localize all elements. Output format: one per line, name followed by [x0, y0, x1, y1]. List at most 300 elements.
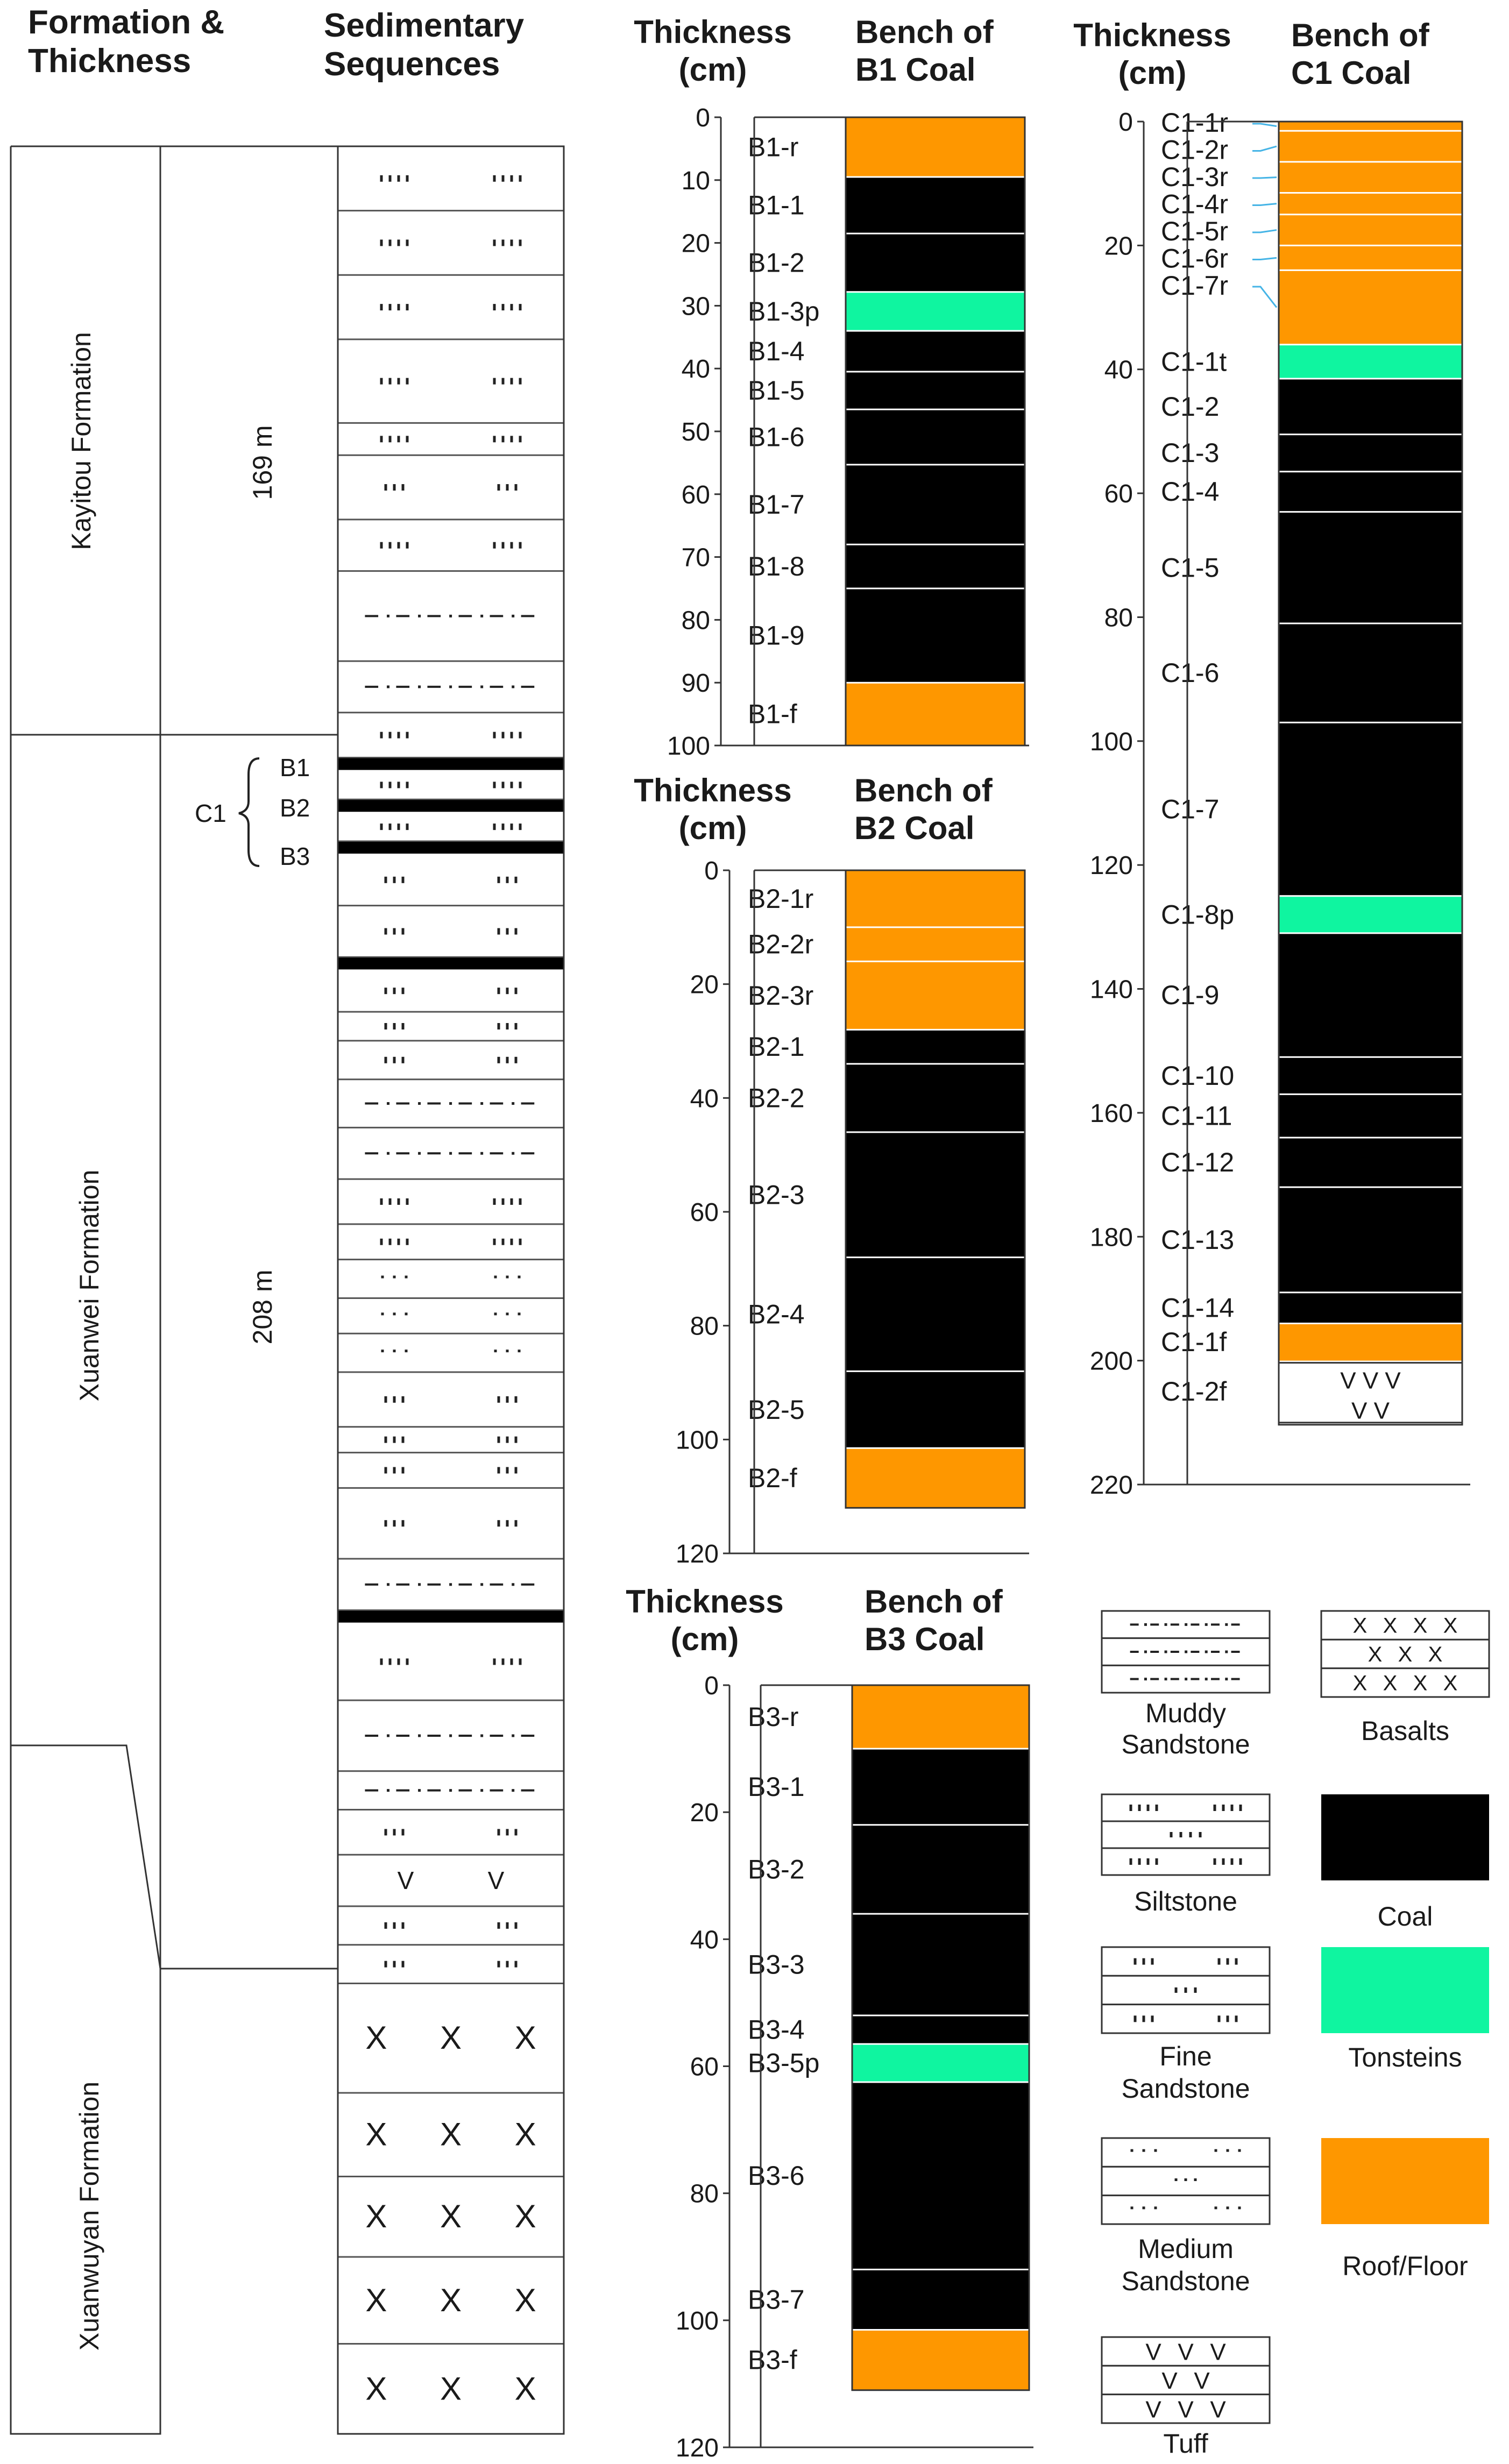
muddy-dot [449, 1583, 452, 1586]
sediment-dot [515, 1023, 518, 1029]
bench-leader-line [1252, 204, 1277, 205]
axis-tick-label: 60 [681, 480, 710, 509]
panel-header-bench: Bench of [854, 772, 993, 808]
strat-layer-siltstone [338, 175, 564, 211]
bench-label: C1-4 [1161, 477, 1220, 507]
basalt-symbol: X [1368, 1643, 1383, 1666]
sediment-dot [515, 1057, 518, 1063]
muddy-dot [418, 685, 421, 688]
legend-label: Basalts [1361, 1716, 1449, 1746]
sediment-dot [380, 732, 383, 739]
sediment-dot [385, 1437, 387, 1443]
coal-fill [1279, 472, 1462, 512]
strat-layer-muddy [338, 1583, 564, 1610]
muddy-dot [1225, 1623, 1228, 1626]
roof-floor-fill [1279, 215, 1462, 246]
muddy-dot [418, 1789, 421, 1792]
sediment-dot [506, 1396, 509, 1403]
formation-name-kayitou: Kayitou Formation [66, 332, 96, 550]
bench-label: B2-3r [748, 980, 814, 1011]
axis-tick-label: 120 [675, 2434, 719, 2462]
basalt-symbol: X [1383, 1614, 1398, 1638]
panel-header-unit: (cm) [678, 810, 747, 846]
sediment-dot [506, 877, 509, 883]
roof-floor-fill [852, 2330, 1029, 2390]
strat-layer-fine [338, 928, 564, 957]
strat-layer-muddy [338, 615, 564, 661]
strat-layer-coal [338, 842, 564, 854]
sediment-dot [380, 782, 383, 788]
sediment-dot [506, 1829, 509, 1835]
sediment-dot [1227, 2149, 1229, 2152]
roof-floor-fill [1321, 2138, 1489, 2224]
muddy-dot [512, 1152, 514, 1155]
bench-b1-8 [748, 544, 1025, 588]
sediment-dot [1143, 2206, 1145, 2209]
sediment-dot [493, 782, 496, 788]
sediment-dot [389, 304, 392, 310]
sediment-dot [1235, 1958, 1238, 1965]
sediment-dot [515, 1829, 518, 1835]
bench-b1-3p [748, 292, 1025, 331]
legend-label: Medium [1138, 2234, 1234, 2264]
muddy-dot [480, 1102, 483, 1105]
bench-label: B1-f [748, 699, 797, 729]
seam-label-b1: B1 [280, 754, 310, 782]
panel-header-bench: Bench of [1291, 17, 1429, 53]
muddy-dot [1205, 1651, 1208, 1653]
coal-fill [846, 1258, 1025, 1372]
bench-c1-3r [1161, 162, 1462, 193]
formation-boundary [11, 1745, 338, 1969]
sediment-dot [1151, 1958, 1154, 1965]
basalt-symbol: X [1398, 1643, 1413, 1666]
bench-b2-3 [748, 1132, 1025, 1258]
panel-header-thickness: Thickness [1073, 17, 1231, 53]
strat-layer-medium [338, 1350, 564, 1372]
sediment-dot [1180, 1832, 1182, 1837]
muddy-dot [1225, 1651, 1228, 1653]
basalt-symbol: X [365, 2282, 387, 2318]
sediment-dot [493, 1239, 496, 1245]
coal-fill [846, 331, 1025, 372]
sediment-dot [1239, 1805, 1242, 1811]
coal-fill [846, 544, 1025, 588]
axis-tick-label: 20 [1104, 232, 1133, 261]
roof-floor-fill [1279, 245, 1462, 270]
bench-c1-14 [1161, 1293, 1462, 1324]
tuff-symbol: V V [1351, 1397, 1390, 1424]
bench-label: C1-3r [1161, 162, 1229, 192]
sediment-dot [393, 1467, 396, 1473]
axis-tick-label: 40 [681, 355, 710, 384]
sediment-dot [519, 304, 522, 310]
axis-tick-label: 60 [690, 1198, 719, 1227]
sediment-dot [405, 1312, 408, 1315]
sediment-dot [1215, 2149, 1217, 2152]
coal-seam-band [338, 758, 564, 770]
basalt-symbol: X [1428, 1643, 1443, 1666]
sediment-dot [393, 1829, 396, 1835]
muddy-dot [512, 1734, 514, 1737]
sediment-dot [402, 877, 405, 883]
seam-group-label: C1 [195, 799, 226, 827]
sediment-dot [1218, 2015, 1221, 2022]
sediment-dot [402, 928, 405, 935]
bench-label: B3-f [748, 2345, 797, 2375]
basalt-symbol: X [365, 2370, 387, 2407]
strat-layer-fine [338, 1961, 564, 1984]
sediment-dot [511, 542, 513, 549]
sediment-dot [389, 782, 392, 788]
sediment-dot [402, 1057, 405, 1063]
sediment-dot [393, 1276, 396, 1279]
sediment-dot [398, 436, 400, 442]
bench-label: B2-4 [748, 1299, 805, 1330]
basalt-symbol: X [1383, 1671, 1398, 1695]
bench-c1-11 [1161, 1094, 1462, 1138]
panel-header-unit: (cm) [670, 1621, 739, 1657]
sediment-dot [502, 1658, 505, 1665]
sediment-dot [389, 542, 392, 549]
sediment-dot [519, 1658, 522, 1665]
roof-floor-fill [846, 870, 1025, 927]
legend-item-medium [1102, 2138, 1270, 2296]
sediment-dot [385, 1023, 387, 1029]
basalt-symbol: X [514, 2116, 536, 2153]
basalt-symbol: X [514, 2198, 536, 2235]
coal-seam-band [338, 842, 564, 854]
legend-label: Tuff [1163, 2429, 1208, 2459]
sediment-dot [1231, 1805, 1234, 1811]
bench-label: C1-6r [1161, 243, 1229, 274]
legend-row [1321, 1611, 1489, 1639]
bench-b2-1 [748, 1029, 1025, 1064]
bench-b1-6 [748, 409, 1025, 465]
sediment-dot [406, 1198, 409, 1205]
sediment-dot [406, 732, 409, 739]
bench-label: C1-3 [1161, 438, 1220, 468]
axis-tick-label: 220 [1089, 1471, 1133, 1500]
sediment-dot [519, 782, 522, 788]
legend-item-roof-floor [1321, 2138, 1489, 2281]
sediment-dot [498, 1057, 500, 1063]
sediment-dot [506, 1057, 509, 1063]
sediment-dot [519, 1239, 522, 1245]
strat-layer-basalt [338, 2370, 564, 2434]
strat-layer-fine [338, 1922, 564, 1945]
bench-label: B1-r [748, 132, 799, 162]
muddy-dot [480, 615, 483, 617]
legend-label: Tonsteins [1348, 2042, 1462, 2072]
sediment-dot [393, 1057, 396, 1063]
bench-label: B2-1r [748, 883, 814, 914]
bench-label: C1-8p [1161, 899, 1235, 930]
muddy-dot [480, 1734, 483, 1737]
sediment-dot [506, 1276, 509, 1279]
coal-fill [1279, 933, 1462, 1057]
sediment-dot [380, 1658, 383, 1665]
sediment-dot [1227, 1958, 1229, 1965]
formation-name-xuanwuyan: Xuanwuyan Formation [74, 2081, 104, 2351]
sediment-dot [493, 542, 496, 549]
axis-tick-label: 100 [667, 732, 710, 761]
sediment-dot [402, 1396, 405, 1403]
sediment-dot [511, 175, 513, 182]
sediment-dot [380, 1239, 383, 1245]
sediment-dot [1214, 1805, 1216, 1811]
sediment-dot [380, 542, 383, 549]
coal-fill [1279, 1293, 1462, 1324]
sediment-dot [1218, 1958, 1221, 1965]
basalt-symbol: X [440, 2282, 462, 2318]
strat-layer-medium [338, 1276, 564, 1298]
panel-header-bench: Bench of [855, 14, 994, 50]
strat-layer-muddy [338, 1789, 564, 1809]
basalt-symbol: X [514, 2282, 536, 2318]
bench-label: B2-2 [748, 1083, 805, 1113]
bench-label: B3-7 [748, 2284, 805, 2315]
sediment-dot [385, 1922, 387, 1929]
legend-row [1102, 1794, 1270, 1821]
sediment-dot [385, 1829, 387, 1835]
axis-tick-label: 60 [1104, 480, 1133, 509]
axis-tick-label: 30 [681, 292, 710, 321]
panel-header-thickness: Thickness [634, 772, 792, 808]
sediment-dot [515, 1922, 518, 1929]
axis-tick-label: 140 [1089, 975, 1133, 1004]
sediment-dot [406, 378, 409, 385]
bench-label: C1-9 [1161, 980, 1220, 1011]
sediment-dot [389, 1239, 392, 1245]
bench-panel-c1 [1073, 17, 1470, 1500]
bench-b1-r [748, 117, 1025, 177]
muddy-dot [512, 1583, 514, 1586]
strat-layer-siltstone [338, 304, 564, 339]
sediment-dot [1131, 2149, 1133, 2152]
sediment-dot [1134, 2015, 1137, 2022]
coal-seam-band [338, 800, 564, 812]
sediment-dot [511, 378, 513, 385]
roof-floor-fill [1279, 270, 1462, 344]
muddy-dot [387, 1152, 389, 1155]
bench-c1-2 [1161, 379, 1462, 435]
bench-c1-6r [1161, 244, 1462, 274]
sediment-dot [402, 1520, 405, 1526]
tuff-symbol: V [1210, 2396, 1226, 2423]
muddy-dot [1185, 1678, 1187, 1680]
strat-layer-muddy [338, 1734, 564, 1771]
bench-label: C1-5r [1161, 216, 1229, 246]
coal-fill [1321, 1794, 1489, 1880]
panel-header-coal: B1 Coal [855, 52, 976, 88]
sediment-dot [389, 378, 392, 385]
strat-layer-fine [338, 1520, 564, 1559]
muddy-dot [512, 1102, 514, 1105]
strat-layer-basalt [338, 2117, 564, 2177]
coal-fill [846, 372, 1025, 409]
roof-floor-fill [846, 927, 1025, 962]
legend-label: Roof/Floor [1342, 2251, 1468, 2281]
sediment-dot [493, 239, 496, 246]
muddy-dot [1205, 1678, 1208, 1680]
muddy-dot [418, 1102, 421, 1105]
bench-b3-5p [748, 2044, 1029, 2082]
muddy-dot [387, 615, 389, 617]
sediment-dot [1231, 1858, 1234, 1865]
sediment-dot [506, 1437, 509, 1443]
legend-label: Sandstone [1121, 2266, 1250, 2296]
sediment-dot [1170, 1832, 1173, 1837]
sediment-dot [1238, 2149, 1241, 2152]
sediment-dot [389, 732, 392, 739]
sediment-dot [515, 1467, 518, 1473]
bench-label: B2-5 [748, 1394, 805, 1425]
sediment-dot [385, 1396, 387, 1403]
sediment-dot [493, 304, 496, 310]
bench-b3-4 [748, 2015, 1029, 2045]
axis-tick-label: 160 [1089, 1099, 1133, 1128]
sediment-dot [393, 1961, 396, 1968]
axis-tick-label: 50 [681, 418, 710, 446]
sediment-dot [1147, 1805, 1150, 1811]
sediment-dot [398, 239, 400, 246]
sediment-dot [393, 988, 396, 994]
bench-label: B3-1 [748, 1771, 805, 1802]
sediment-dot [1235, 2015, 1238, 2022]
sediment-dot [506, 988, 509, 994]
axis-tick-label: 120 [1089, 851, 1133, 880]
sediment-dot [398, 1658, 400, 1665]
axis-tick-label: 20 [681, 229, 710, 258]
sediment-dot [1175, 2178, 1178, 2181]
sediment-dot [494, 1312, 497, 1315]
muddy-dot [480, 1583, 483, 1586]
bench-label: B1-1 [748, 190, 805, 221]
bench-c1-1f [1161, 1324, 1462, 1361]
sediment-dot [385, 928, 387, 935]
sediment-dot [502, 823, 505, 830]
sediment-dot [380, 304, 383, 310]
formation-header: Thickness [28, 42, 192, 80]
legend-row [1102, 1947, 1270, 1976]
legend-label: Sandstone [1121, 2074, 1250, 2104]
sediment-dot [1131, 2206, 1133, 2209]
sediment-dot [493, 1198, 496, 1205]
tuff-symbol: V [1145, 2396, 1161, 2423]
coal-fill [1279, 512, 1462, 623]
sediment-dot [506, 1350, 509, 1352]
legend-swatch-siltstone [1102, 1794, 1270, 1875]
sediment-dot [498, 1922, 500, 1929]
sediment-dot [1238, 2206, 1241, 2209]
sediment-dot [502, 175, 505, 182]
axis-tick-label: 20 [690, 1799, 719, 1828]
bench-b3-r [748, 1685, 1029, 1749]
sediment-dot [498, 1467, 500, 1473]
bench-c1-5 [1161, 512, 1462, 623]
strat-layer-basalt [338, 2020, 564, 2093]
bench-label: B3-5p [748, 2048, 820, 2078]
bench-label: B1-9 [748, 620, 805, 651]
coal-fill [1279, 623, 1462, 722]
strat-layer-siltstone [338, 239, 564, 275]
sediment-dot [380, 1198, 383, 1205]
basalt-symbol: X [440, 2116, 462, 2153]
bench-label: C1-7r [1161, 271, 1229, 301]
basalt-symbol: X [365, 2198, 387, 2235]
axis-tick-label: 40 [690, 1084, 719, 1113]
sediment-dot [519, 239, 522, 246]
tuff-symbol: V [397, 1866, 414, 1895]
axis-tick-label: 40 [690, 1926, 719, 1955]
sediment-dot [506, 1467, 509, 1473]
sediment-dot [506, 1312, 509, 1315]
legend-item-tuff [1102, 2337, 1270, 2459]
bench-label: B3-3 [748, 1949, 805, 1980]
legend-row [1102, 2196, 1270, 2224]
muddy-dot [449, 685, 452, 688]
legend-label: Siltstone [1134, 1886, 1237, 1916]
sediment-dot [406, 1239, 409, 1245]
sediment-dot [1134, 1958, 1137, 1965]
sediment-dot [498, 1023, 500, 1029]
sediment-dot [1147, 1858, 1150, 1865]
roof-floor-fill [1279, 131, 1462, 162]
sediment-dot [402, 1922, 405, 1929]
sediment-dot [389, 436, 392, 442]
panel-header-coal: B3 Coal [865, 1621, 985, 1657]
strat-layer-siltstone [338, 436, 564, 455]
bench-label: B2-3 [748, 1180, 805, 1210]
sediment-dot [519, 1198, 522, 1205]
sediment-dot [511, 782, 513, 788]
stratigraphic-column [11, 4, 564, 2434]
sediment-dot [511, 1658, 513, 1665]
sediment-dot [515, 877, 518, 883]
sediment-dot [393, 1350, 396, 1352]
bench-leader-line [1252, 177, 1277, 178]
bench-c1-9 [1161, 933, 1462, 1057]
sediment-dot [389, 175, 392, 182]
bench-panel-b3 [626, 1584, 1033, 2462]
formation-thickness-kayitou: 169 m [247, 425, 278, 500]
sediment-dot [398, 1198, 400, 1205]
coal-fill [846, 1064, 1025, 1132]
axis-tick-label: 80 [690, 1312, 719, 1341]
legend-swatch-coal [1321, 1794, 1489, 1880]
muddy-dot [480, 685, 483, 688]
bench-label: C1-6 [1161, 658, 1220, 688]
axis-tick-label: 0 [704, 1672, 719, 1700]
strat-layer-tuff [338, 1866, 564, 1906]
sediment-dot [502, 378, 505, 385]
sediment-dot [515, 988, 518, 994]
legend-item-muddy [1102, 1611, 1270, 1759]
sediment-dot [519, 823, 522, 830]
sediment-dot [1130, 1805, 1132, 1811]
strat-layer-basalt [338, 2198, 564, 2257]
bench-label: C1-2r [1161, 134, 1229, 165]
tonstein-fill [852, 2044, 1029, 2082]
sediment-dot [498, 877, 500, 883]
sediment-dot [494, 1276, 497, 1279]
sediment-dot [1151, 2015, 1154, 2022]
coal-fill [1279, 1094, 1462, 1138]
legend-row [1102, 1821, 1270, 1848]
sediment-dot [393, 1396, 396, 1403]
bench-b1-1 [748, 177, 1025, 233]
